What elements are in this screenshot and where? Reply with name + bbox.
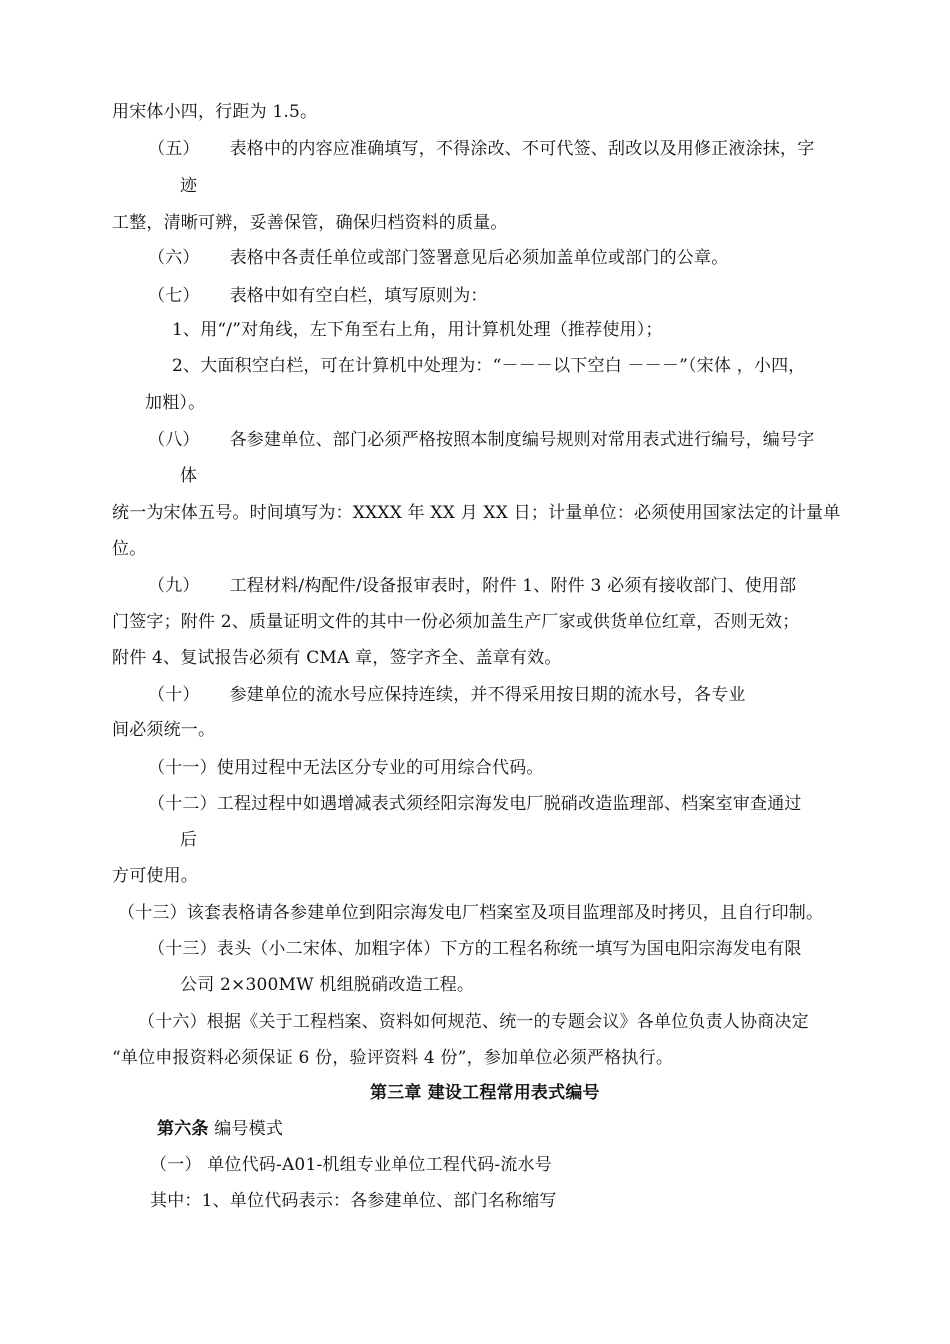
item-text: 表格中的内容应准确填写，不得涂改、不可代签、刮改以及用修正液涂抹，字 [229,139,815,159]
text-line: 工整，清晰可辨，妥善保管，确保归档资料的质量。 [112,213,508,233]
text-line [148,137,814,161]
text-line: 迹 [180,176,198,196]
text-line: 公司 2×300MW 机组脱硝改造工程。 [180,975,475,995]
text-line: （十三）表头（小二宋体、加粗字体）下方的工程名称统一填写为国电阳宗海发电有限 [148,939,802,959]
item-text: 工程材料/构配件/设备报审表时，附件 1、附件 3 必须有接收部门、使用部 [229,576,797,596]
chapter-heading: 第三章 建设工程常用表式编号 [370,1083,600,1103]
item-label: （九） [148,576,200,596]
text-line: 间必须统一。 [112,720,216,740]
text-line: （一） 单位代码-A01-机组专业单位工程代码-流水号 [150,1155,552,1175]
text-line: （十二）工程过程中如遇增减表式须经阳宗海发电厂脱硝改造监理部、档案室审查通过 [148,794,802,814]
item-text: 表格中各责任单位或部门签署意见后必须加盖单位或部门的公章。 [229,248,729,268]
text-line: 附件 4、复试报告必须有 CMA 章，签字齐全、盖章有效。 [112,648,562,668]
text-line [148,683,746,707]
article-label: 第六条 [157,1119,209,1139]
text-line [148,574,796,598]
article-text: 编号模式 [214,1119,284,1139]
item-label: （六） [148,248,200,268]
text-line: （十一）使用过程中无法区分专业的可用综合代码。 [148,758,544,778]
item-text: 参建单位的流水号应保持连续，并不得采用按日期的流水号，各专业 [229,685,746,705]
item-text: 各参建单位、部门必须严格按照本制度编号规则对常用表式进行编号，编号字 [229,430,815,450]
text-line [148,246,728,270]
item-text: 表格中如有空白栏，填写原则为： [229,286,488,306]
text-line: 2、大面积空白栏，可在计算机中处理为：“－－－以下空白 －－－”（宋体 ，小四， [172,356,806,376]
text-line [148,428,814,452]
text-line: 位。 [112,539,147,559]
text-line: “单位申报资料必须保证 6 份，验评资料 4 份”，参加单位必须严格执行。 [112,1048,674,1068]
text-line: 方可使用。 [112,866,198,886]
item-label: （八） [148,430,200,450]
text-line: 体 [180,466,198,486]
text-line: 其中：1、单位代码表示：各参建单位、部门名称缩写 [150,1191,557,1211]
item-label: （十） [148,685,200,705]
text-line: 加粗）。 [145,393,206,413]
text-line: （十三）该套表格请各参建单位到阳宗海发电厂档案室及项目监理部及时拷贝，且自行印制。 [118,903,824,923]
article-line [157,1117,283,1141]
text-line: 门签字；附件 2、质量证明文件的其中一份必须加盖生产厂家或供货单位红章，否则无效； [112,612,800,632]
text-line: 1、用“/”对角线，左下角至右上角，用计算机处理（推荐使用）； [172,320,663,340]
text-line: 用宋体小四，行距为 1.5。 [112,102,318,122]
item-label: （七） [148,286,200,306]
text-line [148,284,488,308]
text-line: （十六）根据《关于工程档案、资料如何规范、统一的专题会议》各单位负责人协商决定 [138,1012,809,1032]
text-line: 统一为宋体五号。时间填写为：XXXX 年 XX 月 XX 日；计量单位：必须使用国家法定的计量单 [112,503,841,523]
text-line: 后 [180,830,198,850]
item-label: （五） [148,139,200,159]
